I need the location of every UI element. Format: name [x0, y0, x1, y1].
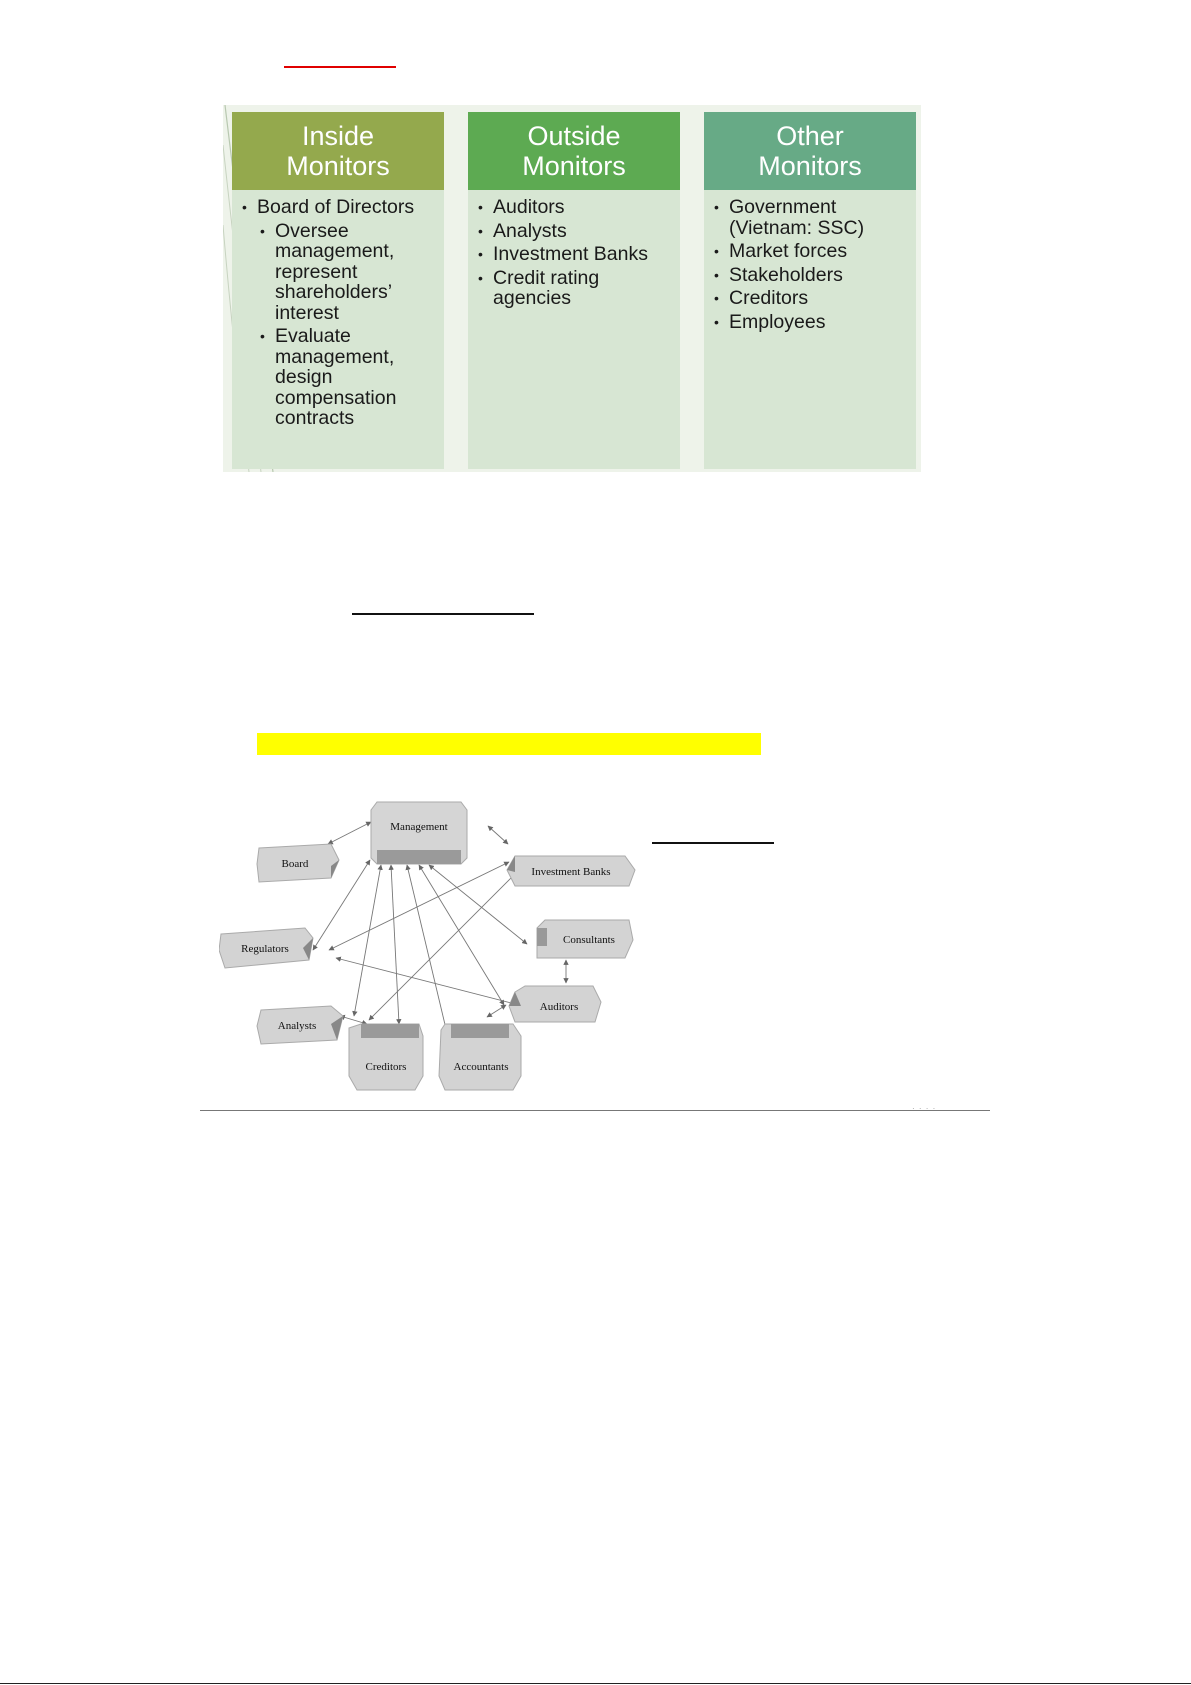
list-item: • Investment Banks: [478, 243, 648, 265]
svg-text:Accountants: Accountants: [453, 1061, 509, 1073]
list-item: • Government (Vietnam: SSC): [714, 196, 865, 239]
red-underline: [284, 66, 396, 68]
svg-text:Management: Management: [390, 821, 448, 833]
list-item: • Stakeholders: [714, 263, 843, 286]
node-creditors: [349, 1024, 423, 1090]
inside-monitors-heading: Inside Monitors: [232, 112, 444, 190]
node-management: [371, 802, 467, 864]
svg-text:Consultants: Consultants: [563, 934, 615, 946]
outside-monitors-list: [468, 190, 680, 309]
footer-rule: [200, 1110, 990, 1111]
svg-text:Analysts: Analysts: [277, 1020, 317, 1032]
node-auditors: [509, 986, 601, 1022]
other-monitors-column: [704, 112, 916, 469]
underline: [352, 613, 534, 615]
list-item: • Market forces: [714, 240, 848, 262]
node-board: [257, 844, 339, 882]
other-monitors-heading: Other Monitors: [704, 112, 916, 190]
monitoring-network-diagram: [219, 800, 639, 1100]
outside-monitors-heading: Outside Monitors: [468, 112, 680, 190]
node-regulators: [219, 928, 313, 968]
inside-monitors-column: [232, 112, 444, 469]
svg-text:Regulators: Regulators: [241, 943, 289, 955]
svg-text:Investment Banks: Investment Banks: [531, 866, 611, 878]
footer-artifact: · · · ·: [912, 1104, 937, 1113]
svg-text:Board: Board: [281, 858, 309, 870]
node-analysts: [257, 1006, 343, 1044]
outside-monitors-column: [468, 112, 680, 469]
underline: [652, 842, 774, 844]
node-consultants: [537, 920, 633, 958]
svg-text:Creditors: Creditors: [365, 1061, 407, 1073]
list-item: • Board of Directors: [242, 196, 415, 218]
list-item: • Creditors: [714, 287, 809, 309]
corporate-governance-slide: [223, 105, 921, 472]
svg-text:Auditors: Auditors: [539, 1001, 579, 1013]
list-item: • Auditors: [478, 196, 565, 218]
list-subitem: • Oversee management, represent shareholders’ interest: [260, 219, 395, 324]
node-accountants: [439, 1024, 521, 1090]
node-investment-banks: [507, 856, 635, 886]
list-subitem: • Evaluate management, design compensation contracts: [260, 325, 397, 429]
other-monitors-list: [704, 190, 916, 332]
list-item: • Employees: [714, 310, 826, 333]
list-item: • Analysts: [478, 219, 567, 242]
highlight-bar: [257, 733, 761, 755]
inside-monitors-list: [232, 190, 444, 429]
list-item: • Credit rating agencies: [478, 266, 600, 309]
bottom-border: [0, 1683, 1191, 1684]
